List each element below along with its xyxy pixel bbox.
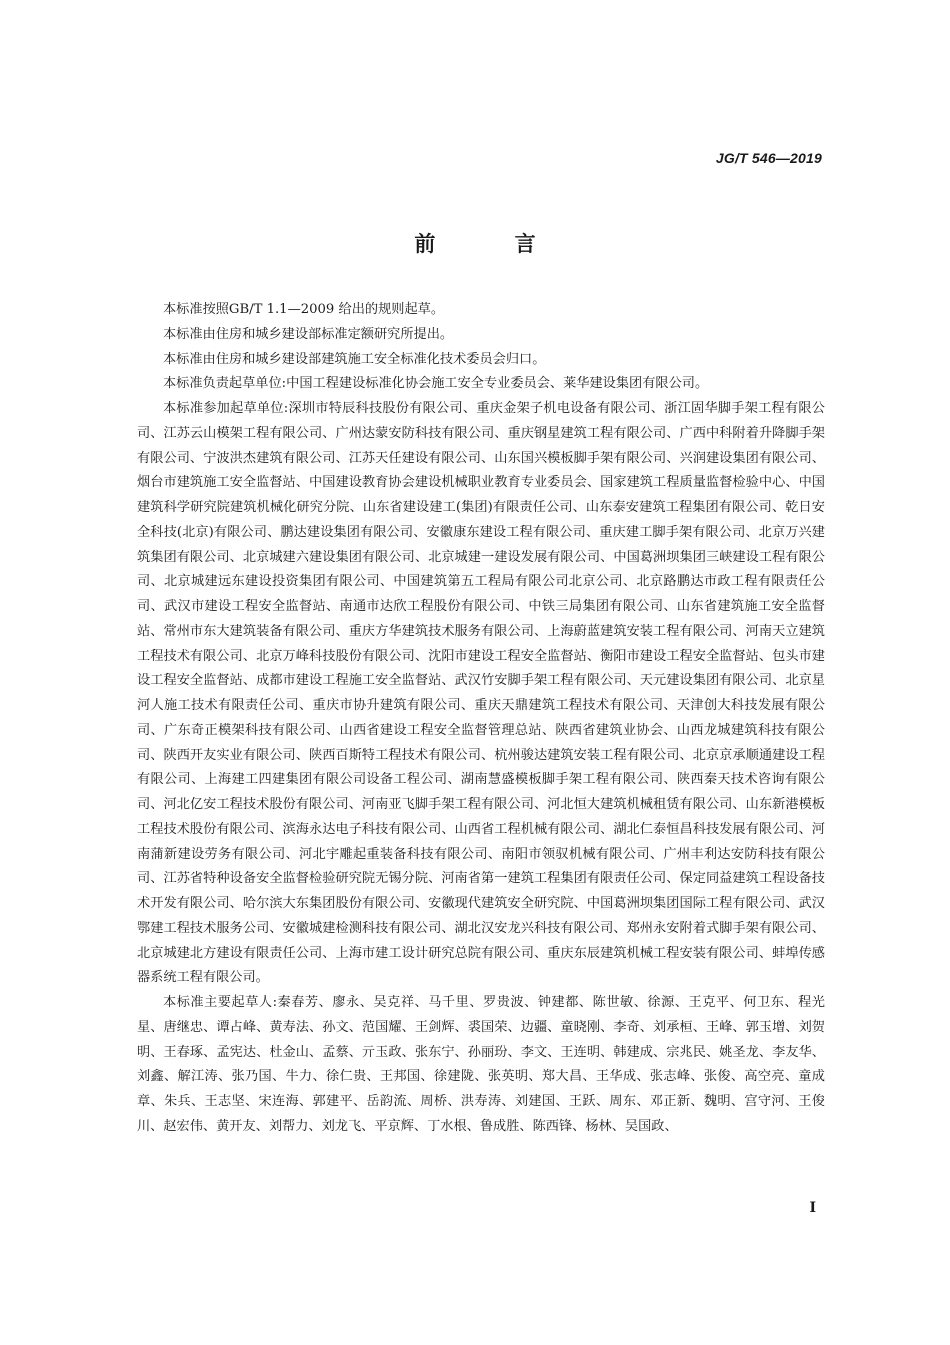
paragraph-drafting-rules: 本标准按照GB/T 1.1—2009 给出的规则起草。 [163,302,445,317]
paragraph-lead-drafter: 本标准负责起草单位:中国工程建设标准化协会施工安全专业委员会、莱华建设集团有限公司。 [163,376,709,392]
page-title: 前 言 [414,232,572,256]
standard-code: JG/T 546—2019 [715,150,822,166]
document-body [137,298,825,1140]
paragraph-main-drafters: 本标准主要起草人:秦春芳、廖永、吴克祥、马千里、罗贵波、钟建都、陈世敏、徐源、王克平、何卫东、程光星、唐继忠、谭占峰、黄寿法、孙文、范国耀、王剑辉、裘国荣、边疆、童晓刚、李奇、刘承桓、王峰、郭玉增、刘贺明、王春琢、孟宪达、杜金山、孟蔡、亓玉政、张东宁、孙丽玢、李文、王连明、韩建成、宗兆民、姚圣龙、李友华、刘鑫、解江涛、张乃国、牛力、徐仁贵、王邦国、徐建陇、张英明、郑大昌、王华成、张志峰、张俊、高空亮、童成章、朱兵、王志坚、宋连海、郭建平、岳韵流、周桥、洪寿涛、刘建国、王跃、周东、邓正新、魏明、宫守河、王俊川、赵宏伟、黄开友、刘帮力、刘龙飞、平京辉、丁水根、鲁成胜、陈西锋、杨林、吴国政、 [137,995,825,1134]
paragraph-participating-units: 本标准参加起草单位:深圳市特辰科技股份有限公司、重庆金架子机电设备有限公司、浙江固华脚手架工程有限公司、江苏云山模架工程有限公司、广州达蒙安防科技有限公司、重庆钢星建筑工程有限公司、广西中科附着升降脚手架有限公司、宁波洪杰建筑有限公司、江苏天任建设有限公司、山东国兴模板脚手架有限公司、兴润建设集团有限公司、烟台市建筑施工安全监督站、中国建设教育协会建设机械职业教育专业委员会、国家建筑工程质量监督检验中心、中国建筑科学研究院建筑机械化研究分院、山东省建设建工(集团)有限责任公司、山东泰安建筑工程集团有限公司、乾日安全科技(北京)有限公司、鹏达建设集团有限公司、安徽康东建设工程有限公司、重庆建工脚手架有限公司、北京万兴建筑集团有限公司、北京城建六建设集团有限公司、北京城建一建设发展有限公司、中国葛洲坝集团三峡建设工程有限公司、北京城建远东建设投资集团有限公司、中国建筑第五工程局有限公司北京公司、北京路鹏达市政工程有限责任公司、武汉市建设工程安全监督站、南通市达欣工程股份有限公司、中铁三局集团有限公司、山东省建筑施工安全监督站、常州市东大建筑装备有限公司、重庆方华建筑技术服务有限公司、上海蔚蓝建筑安装工程有限公司、河南天立建筑工程技术有限公司、北京万峰科技股份有限公司、沈阳市建设工程安全监督站、衡阳市建设工程安全监督站、包头市建设工程安全监督站、成都市建设工程施工安全监督站、武汉竹安脚手架工程有限公司、天元建设集团有限公司、北京星河人施工技术有限责任公司、重庆市协升建筑有限公司、重庆天鼎建筑工程技术有限公司、天津创大科技发展有限公司、广东奇正模架科技有限公司、山西省建设工程安全监督管理总站、陕西省建筑业协会、山西龙城建筑科技有限公司、陕西开友实业有限公司、陕西百斯特工程技术有限公司、杭州骏达建筑安装工程有限公司、北京京承顺通建设工程有限公司、上海建工四建集团有限公司设备工程公司、湖南慧盛模板脚手架工程有限公司、陕西秦天技术咨询有限公司、河北亿安工程技术股份有限公司、河南亚飞脚手架工程有限公司、河北恒大建筑机械租赁有限公司、山东新港模板工程技术股份有限公司、滨海永达电子科技有限公司、山西省工程机械有限公司、湖北仁泰恒昌科技发展有限公司、河南蒲新建设劳务有限公司、河北宇雕起重装备科技有限公司、南阳市领驭机械有限公司、广州丰利达安防科技有限公司、江苏省特种设备安全监督检验研究院无锡分院、河南省第一建筑工程集团有限责任公司、保定同益建筑工程设备技术开发有限公司、哈尔滨大东集团股份有限公司、安徽现代建筑安全研究院、中国葛洲坝集团国际工程有限公司、武汉鄂建工程技术服务公司、安徽城建检测科技有限公司、湖北汉安龙兴科技有限公司、郑州永安附着式脚手架有限公司、北京城建北方建设有限责任公司、上海市建工设计研究总院有限公司、重庆东辰建筑机械工程安装有限公司、蚌埠传感器系统工程有限公司。 [137,401,825,986]
paragraph-committee: 本标准由住房和城乡建设部建筑施工安全标准化技术委员会归口。 [163,351,546,367]
paragraph-proposer: 本标准由住房和城乡建设部标准定额研究所提出。 [163,326,454,342]
page-number: I [809,1200,816,1216]
